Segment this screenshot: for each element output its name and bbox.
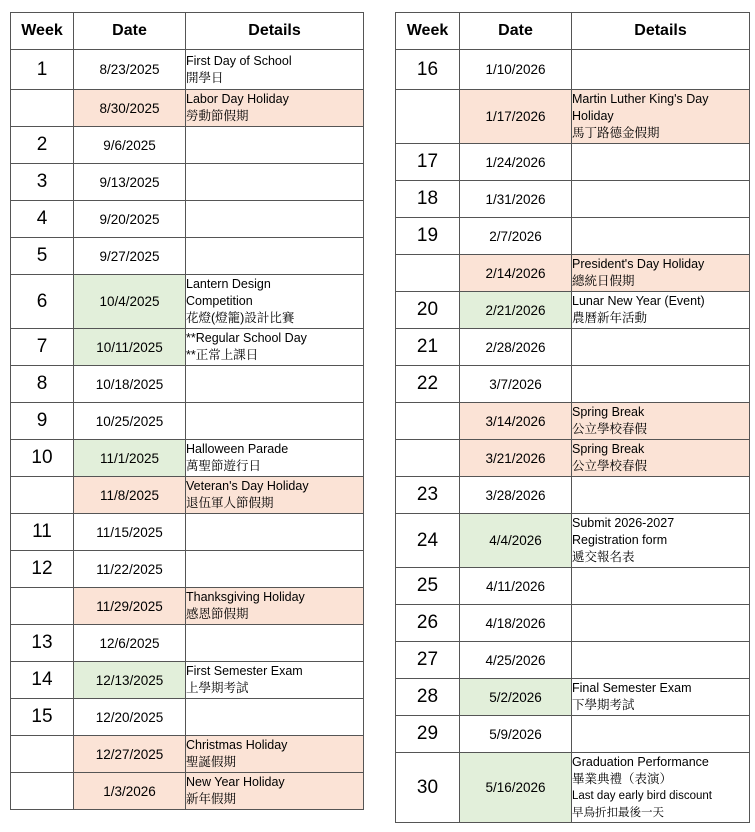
details-cell bbox=[572, 144, 750, 181]
details-cell bbox=[186, 50, 364, 90]
details-cell bbox=[186, 551, 364, 588]
details-line: 下學期考試 bbox=[572, 698, 635, 712]
details-cell bbox=[572, 440, 750, 477]
details-cell bbox=[186, 90, 364, 127]
details-cell bbox=[186, 201, 364, 238]
details-line: First Day of School bbox=[186, 53, 292, 68]
table-row bbox=[11, 773, 364, 810]
date-cell: 4/11/2026 bbox=[460, 568, 572, 605]
details-line: Spring Break bbox=[572, 405, 645, 419]
table-row bbox=[11, 275, 364, 329]
details-cell bbox=[572, 477, 750, 514]
details-cell bbox=[186, 238, 364, 275]
details-cell bbox=[572, 753, 750, 823]
details-header: Details bbox=[186, 13, 364, 50]
details-cell bbox=[572, 403, 750, 440]
table-row bbox=[11, 551, 364, 588]
calendar-table-right bbox=[395, 12, 750, 823]
week-number: 6 bbox=[11, 275, 74, 329]
table-row bbox=[396, 679, 750, 716]
week-number bbox=[11, 773, 74, 810]
date-cell: 5/9/2026 bbox=[460, 716, 572, 753]
details-line: Halloween Parade bbox=[186, 442, 289, 456]
week-number: 27 bbox=[396, 642, 460, 679]
details-line: Lunar New Year (Event) bbox=[572, 294, 705, 308]
details-line: 馬丁路德金假期 bbox=[572, 126, 660, 140]
week-number: 11 bbox=[11, 514, 74, 551]
date-cell: 3/28/2026 bbox=[460, 477, 572, 514]
details-line: 退伍軍人節假期 bbox=[186, 496, 274, 510]
table-row bbox=[396, 366, 750, 403]
table-row bbox=[396, 642, 750, 679]
date-cell: 2/28/2026 bbox=[460, 329, 572, 366]
details-line: **Regular School Day bbox=[186, 331, 307, 345]
table-row bbox=[396, 568, 750, 605]
table-row bbox=[396, 90, 750, 144]
week-number: 16 bbox=[396, 50, 460, 90]
table-row bbox=[11, 201, 364, 238]
week-number: 19 bbox=[396, 218, 460, 255]
date-cell: 1/10/2026 bbox=[460, 50, 572, 90]
table-row bbox=[396, 144, 750, 181]
date-header: Date bbox=[74, 13, 186, 50]
details-cell bbox=[572, 679, 750, 716]
date-cell: 12/13/2025 bbox=[74, 662, 186, 699]
details-line: First Semester Exam bbox=[186, 664, 303, 678]
date-cell: 9/20/2025 bbox=[74, 201, 186, 238]
date-cell: 2/21/2026 bbox=[460, 292, 572, 329]
date-cell: 8/23/2025 bbox=[74, 50, 186, 90]
details-cell bbox=[186, 403, 364, 440]
week-number: 20 bbox=[396, 292, 460, 329]
date-cell: 1/17/2026 bbox=[460, 90, 572, 144]
details-line: Competition bbox=[186, 294, 253, 308]
week-number: 10 bbox=[11, 440, 74, 477]
details-cell bbox=[572, 514, 750, 568]
details-line: New Year Holiday bbox=[186, 775, 285, 789]
details-line: Thanksgiving Holiday bbox=[186, 590, 305, 604]
details-cell bbox=[186, 275, 364, 329]
date-cell: 9/27/2025 bbox=[74, 238, 186, 275]
details-line: 勞動節假期 bbox=[186, 109, 249, 123]
details-line: Registration form bbox=[572, 533, 668, 547]
table-row bbox=[11, 403, 364, 440]
details-cell bbox=[186, 699, 364, 736]
week-header: Week bbox=[11, 13, 74, 50]
date-header: Date bbox=[460, 13, 572, 50]
week-number: 22 bbox=[396, 366, 460, 403]
date-cell: 4/25/2026 bbox=[460, 642, 572, 679]
details-cell bbox=[186, 440, 364, 477]
details-cell bbox=[186, 477, 364, 514]
week-number: 3 bbox=[11, 164, 74, 201]
table-row bbox=[396, 50, 750, 90]
details-cell bbox=[186, 127, 364, 164]
details-line: Veteran's Day Holiday bbox=[186, 479, 309, 493]
details-line: 萬聖節遊行日 bbox=[186, 459, 262, 473]
details-line: 畢業典禮（表演） bbox=[572, 771, 673, 786]
table-row bbox=[11, 90, 364, 127]
week-number bbox=[396, 403, 460, 440]
details-line: Labor Day Holiday bbox=[186, 92, 289, 106]
date-cell: 11/22/2025 bbox=[74, 551, 186, 588]
week-number bbox=[396, 440, 460, 477]
date-cell: 4/4/2026 bbox=[460, 514, 572, 568]
table-row bbox=[396, 477, 750, 514]
header-row bbox=[396, 13, 750, 50]
details-cell bbox=[572, 292, 750, 329]
date-cell: 1/3/2026 bbox=[74, 773, 186, 810]
week-number bbox=[11, 588, 74, 625]
table-row bbox=[11, 329, 364, 366]
details-line: 感恩節假期 bbox=[186, 607, 249, 621]
details-line: Holiday bbox=[572, 109, 614, 123]
details-line: **正常上課日 bbox=[186, 348, 259, 362]
week-number bbox=[11, 90, 74, 127]
table-row bbox=[11, 625, 364, 662]
table-row bbox=[396, 329, 750, 366]
date-cell: 9/6/2025 bbox=[74, 127, 186, 164]
date-cell: 11/1/2025 bbox=[74, 440, 186, 477]
week-number: 1 bbox=[11, 50, 74, 90]
table-row bbox=[11, 164, 364, 201]
week-number: 12 bbox=[11, 551, 74, 588]
week-number: 15 bbox=[11, 699, 74, 736]
table-row bbox=[396, 753, 750, 823]
details-cell bbox=[186, 588, 364, 625]
week-number bbox=[11, 736, 74, 773]
details-line: 遞交報名表 bbox=[572, 550, 635, 564]
date-cell: 1/24/2026 bbox=[460, 144, 572, 181]
details-line: Submit 2026-2027 bbox=[572, 516, 675, 530]
calendar-table-left bbox=[10, 12, 364, 810]
details-cell bbox=[572, 181, 750, 218]
date-cell: 10/4/2025 bbox=[74, 275, 186, 329]
date-cell: 2/14/2026 bbox=[460, 255, 572, 292]
date-cell: 8/30/2025 bbox=[74, 90, 186, 127]
week-number bbox=[396, 255, 460, 292]
table-row bbox=[11, 588, 364, 625]
date-cell: 11/15/2025 bbox=[74, 514, 186, 551]
details-cell bbox=[572, 218, 750, 255]
date-cell: 12/6/2025 bbox=[74, 625, 186, 662]
table-row bbox=[11, 440, 364, 477]
date-cell: 2/7/2026 bbox=[460, 218, 572, 255]
details-cell bbox=[186, 662, 364, 699]
details-cell bbox=[572, 605, 750, 642]
details-line: 總統日假期 bbox=[572, 274, 635, 288]
week-number: 25 bbox=[396, 568, 460, 605]
details-line: 聖誕假期 bbox=[186, 755, 237, 769]
calendar-body-right bbox=[396, 50, 750, 823]
table-row bbox=[396, 292, 750, 329]
week-number: 4 bbox=[11, 201, 74, 238]
date-cell: 3/7/2026 bbox=[460, 366, 572, 403]
date-cell: 5/16/2026 bbox=[460, 753, 572, 823]
week-number bbox=[396, 90, 460, 144]
table-row bbox=[396, 716, 750, 753]
week-number: 29 bbox=[396, 716, 460, 753]
details-cell bbox=[186, 773, 364, 810]
details-line: Graduation Performance bbox=[572, 754, 709, 769]
details-line: Lantern Design bbox=[186, 277, 271, 291]
date-cell: 10/18/2025 bbox=[74, 366, 186, 403]
week-number: 26 bbox=[396, 605, 460, 642]
details-cell bbox=[572, 90, 750, 144]
details-line: 花燈(燈籠)設計比賽 bbox=[186, 311, 295, 325]
week-number bbox=[11, 477, 74, 514]
week-number: 14 bbox=[11, 662, 74, 699]
date-cell: 10/25/2025 bbox=[74, 403, 186, 440]
week-header: Week bbox=[396, 13, 460, 50]
details-line: Last day early bird discount bbox=[572, 789, 712, 802]
week-number: 30 bbox=[396, 753, 460, 823]
details-line: Christmas Holiday bbox=[186, 738, 288, 752]
table-row bbox=[396, 605, 750, 642]
table-row bbox=[396, 440, 750, 477]
details-cell bbox=[572, 255, 750, 292]
details-cell bbox=[186, 625, 364, 662]
date-cell: 11/8/2025 bbox=[74, 477, 186, 514]
table-row bbox=[11, 514, 364, 551]
date-cell: 1/31/2026 bbox=[460, 181, 572, 218]
table-row bbox=[11, 50, 364, 90]
week-number: 7 bbox=[11, 329, 74, 366]
week-number: 21 bbox=[396, 329, 460, 366]
details-cell bbox=[572, 366, 750, 403]
details-cell bbox=[572, 50, 750, 90]
details-line: 公立學校春假 bbox=[572, 422, 648, 436]
week-number: 28 bbox=[396, 679, 460, 716]
week-number: 8 bbox=[11, 366, 74, 403]
date-cell: 4/18/2026 bbox=[460, 605, 572, 642]
details-line: President's Day Holiday bbox=[572, 257, 705, 271]
week-number: 18 bbox=[396, 181, 460, 218]
table-row bbox=[396, 181, 750, 218]
table-row bbox=[11, 477, 364, 514]
week-number: 5 bbox=[11, 238, 74, 275]
header-row bbox=[11, 13, 364, 50]
details-line: 開學日 bbox=[186, 70, 224, 85]
details-line: 新年假期 bbox=[186, 792, 237, 806]
table-row bbox=[396, 403, 750, 440]
date-cell: 12/27/2025 bbox=[74, 736, 186, 773]
week-number: 2 bbox=[11, 127, 74, 164]
week-number: 17 bbox=[396, 144, 460, 181]
date-cell: 11/29/2025 bbox=[74, 588, 186, 625]
details-line: 公立學校春假 bbox=[572, 459, 648, 473]
details-cell bbox=[186, 164, 364, 201]
details-cell bbox=[572, 642, 750, 679]
details-cell bbox=[572, 716, 750, 753]
details-line: 早鳥折扣最後一天 bbox=[572, 806, 664, 819]
table-row bbox=[396, 255, 750, 292]
details-cell bbox=[186, 366, 364, 403]
details-line: 農曆新年活動 bbox=[572, 311, 648, 325]
table-row bbox=[11, 238, 364, 275]
week-number: 23 bbox=[396, 477, 460, 514]
table-row bbox=[11, 736, 364, 773]
table-row bbox=[11, 127, 364, 164]
date-cell: 3/21/2026 bbox=[460, 440, 572, 477]
table-row bbox=[396, 514, 750, 568]
details-cell bbox=[186, 736, 364, 773]
date-cell: 12/20/2025 bbox=[74, 699, 186, 736]
date-cell: 5/2/2026 bbox=[460, 679, 572, 716]
date-cell: 10/11/2025 bbox=[74, 329, 186, 366]
table-row bbox=[11, 366, 364, 403]
details-cell bbox=[186, 329, 364, 366]
details-line: Final Semester Exam bbox=[572, 681, 692, 695]
details-line: 上學期考試 bbox=[186, 681, 249, 695]
week-number: 9 bbox=[11, 403, 74, 440]
table-row bbox=[11, 662, 364, 699]
details-cell bbox=[186, 514, 364, 551]
details-line: Spring Break bbox=[572, 442, 645, 456]
week-number: 24 bbox=[396, 514, 460, 568]
table-row bbox=[11, 699, 364, 736]
details-line: Martin Luther King's Day bbox=[572, 92, 709, 106]
calendar-body-left bbox=[11, 50, 364, 810]
date-cell: 3/14/2026 bbox=[460, 403, 572, 440]
date-cell: 9/13/2025 bbox=[74, 164, 186, 201]
details-cell bbox=[572, 568, 750, 605]
week-number: 13 bbox=[11, 625, 74, 662]
details-cell bbox=[572, 329, 750, 366]
table-row bbox=[396, 218, 750, 255]
details-header: Details bbox=[572, 13, 750, 50]
